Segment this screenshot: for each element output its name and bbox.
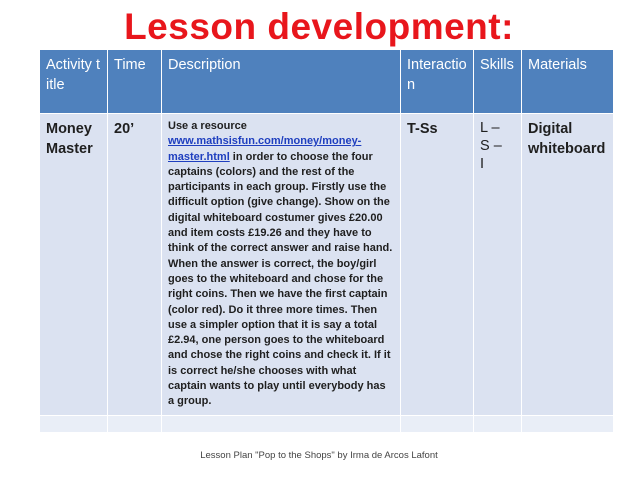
cell-description bbox=[162, 114, 401, 416]
slide-title: Lesson development: bbox=[124, 6, 514, 47]
empty-cell bbox=[474, 415, 522, 432]
skill-interaction: I bbox=[480, 156, 485, 172]
header-skills: Skills bbox=[474, 50, 522, 114]
header-time: Time bbox=[108, 50, 162, 114]
empty-cell bbox=[162, 415, 401, 432]
skill-speaking: S – bbox=[480, 138, 502, 154]
description-intro: Use a resource bbox=[168, 120, 247, 132]
cell-materials: Digital whiteboard bbox=[522, 114, 614, 416]
cell-interaction: T-Ss bbox=[401, 114, 474, 416]
header-description: Description bbox=[162, 50, 401, 114]
skill-listening: L – bbox=[480, 120, 500, 136]
header-interaction: Interaction bbox=[401, 50, 474, 114]
empty-cell bbox=[522, 415, 614, 432]
slide-footer: Lesson Plan "Pop to the Shops" by Irma de Arcos Lafont bbox=[200, 450, 438, 461]
cell-activity-title: Money Master bbox=[40, 114, 108, 416]
table-row bbox=[40, 114, 614, 416]
description-body: in order to choose the four captains (colors) and the rest of the participants in each group. Firstly use the difficult option (give change). Show on the digital whiteboard costumer gives £20.00 and item costs £19.26 and they have to think of the correct answer and raise hand. When the answer is correct, the boy/girl goes to the whiteboard and chose for the right coins. Then we have the first captain (color red). Do it three more times. Then use a simpler option that it is say a total £2.94, one person goes to the whiteboard and chose the right coins and check it. If it is correct he/she chooses with what captain wants to play until everybody has a group. bbox=[168, 150, 393, 408]
cell-skills bbox=[474, 114, 522, 416]
empty-cell bbox=[40, 415, 108, 432]
header-activity-title: Activity title bbox=[40, 50, 108, 114]
table-row-empty bbox=[40, 415, 614, 432]
header-materials: Materials bbox=[522, 50, 614, 114]
empty-cell bbox=[108, 415, 162, 432]
cell-time: 20’ bbox=[108, 114, 162, 416]
resource-link[interactable]: www.mathsisfun.com/money/money-master.html bbox=[168, 135, 362, 163]
lesson-table bbox=[39, 49, 614, 433]
empty-cell bbox=[401, 415, 474, 432]
table-header-row bbox=[40, 50, 614, 114]
